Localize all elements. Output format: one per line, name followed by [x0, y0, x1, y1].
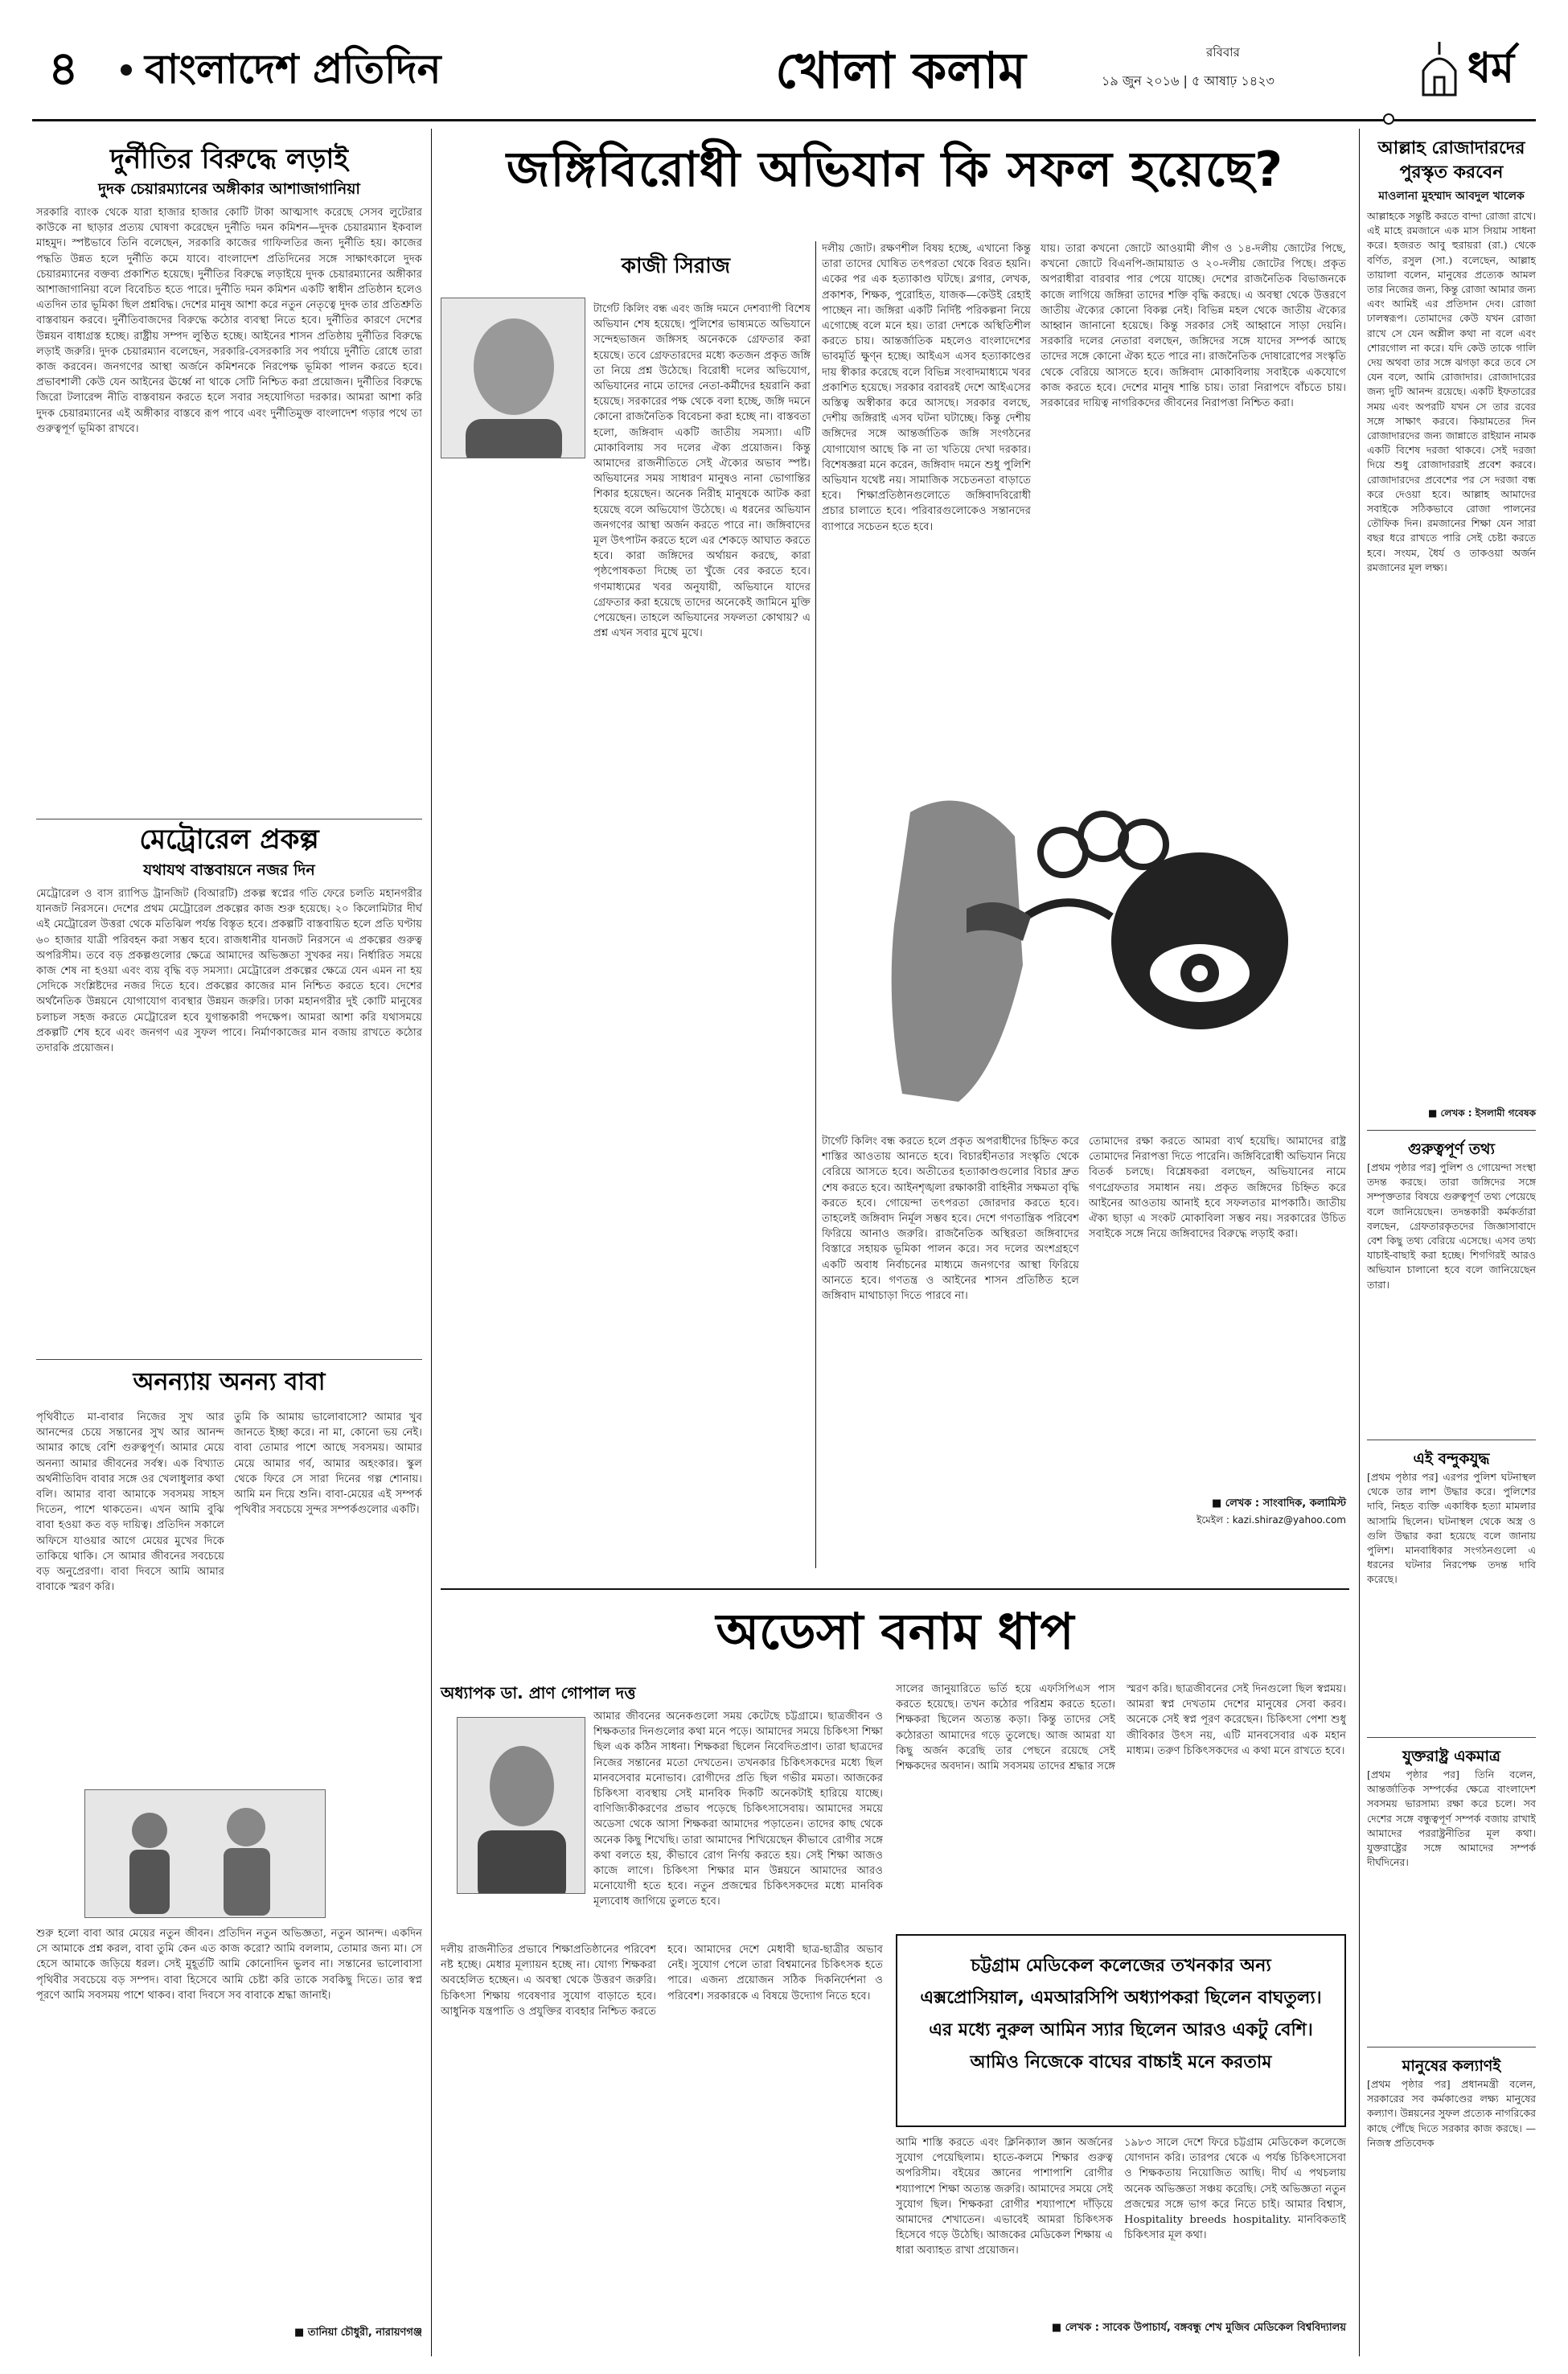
news-brief-2: [1367, 1448, 1536, 1719]
news-title: মানুষের কল্যাণই: [1402, 2057, 1501, 2075]
page-number: ৪: [48, 41, 79, 96]
divider: [1367, 1737, 1536, 1738]
news-title: যুক্তরাষ্ট্র একমাত্র: [1402, 1748, 1500, 1765]
odessa-article: [441, 1596, 1349, 2352]
bullet-icon: [121, 64, 132, 76]
militancy-col4: টার্গেট কিলিং বন্ধ করতে হলে প্রকৃত অপরাধীদের চিহ্নিত করে শাস্তির আওতায় আনতে হবে। বিচারহীনতার সংস্কৃতি থেকে বেরিয়ে আসতে হবে। অতীতের হত্যাকাণ্ডগুলোর বিচার দ্রুত শেষ করতে হবে। আইনশৃঙ্খলা রক্ষাকারী বাহিনীর সক্ষমতা বৃদ্ধি করতে হবে। গোয়েন্দা তৎপরতা জোরদার করতে হবে। তাহলেই জঙ্গিবাদ নির্মূল সম্ভব হবে। দেশে গণতান্ত্রিক পরিবেশ ফিরিয়ে আনাও জরুরি। রাজনৈতিক অস্থিরতা জঙ্গিবাদের বিস্তারে সহায়ক ভূমিকা পালন করে। সব দলের অংশগ্রহণে একটি অবাধ নির্বাচনের মাধ্যমে জনগণের আস্থা ফিরিয়ে আনতে হবে। গণতন্ত্র ও আইনের শাসন প্রতিষ্ঠিত হলে জঙ্গিবাদ মাথাচাড়া দিতে পারবে না।: [822, 1136, 1079, 1303]
father-photo: [84, 1789, 326, 1918]
militancy-col2: দলীয় জোট। রক্ষণশীল বিষয় হচ্ছে, এখানো কিন্তু তারা তাদের ঘোষিত তৎপরতা থেকে বিরত হয়নি। একের পর এক হত্যাকাণ্ড ঘটছে। ব্লগার, লেখক, প্রকাশক, শিক্ষক, পুরোহিত, যাজক—কেউই রেহাই পাচ্ছেন না। জঙ্গিরা একটি নির্দিষ্ট পরিকল্পনা নিয়ে এগোচ্ছে বলে মনে হয়। তারা দেশকে অস্থিতিশীল করতে চায়। আন্তর্জাতিক মহলেও বাংলাদেশের ভাবমূর্তি ক্ষুণ্ন হচ্ছে। আইএস এসব হত্যাকাণ্ডের দায় স্বীকার করেছে বলে বিভিন্ন সংবাদমাধ্যমে খবর প্রকাশিত হয়েছে। সরকার বরাবরই দেশে আইএসের অস্তিত্ব অস্বীকার করে আসছে। সরকার বলছে, দেশীয় জঙ্গিরাই এসব ঘটনা ঘটাচ্ছে। কিন্তু দেশীয় জঙ্গিদের সঙ্গে আন্তর্জাতিক জঙ্গি সংগঠনের যোগাযোগ আছে কি না তা খতিয়ে দেখা দরকার। বিশেষজ্ঞরা মনে করেন, জঙ্গিবাদ দমনে শুধু পুলিশি অভিযান যথেষ্ট নয়। সামাজিক সচেতনতা বাড়াতে হবে। শিক্ষাপ্রতিষ্ঠানগুলোতে জঙ্গিবাদবিরোধী প্রচার চালাতে হবে। পরিবারগুলোকেও সন্তানদের ব্যাপারে সচেতন হতে হবে।: [822, 243, 1031, 533]
militancy-col3: যায়। তারা কখনো জোটে আওয়ামী লীগ ও ১৪-দলীয় জোটের পিছে, কখনো জোটে বিএনপি-জামায়াত ও ২০-দলীয় জোটের পিছে। প্রকৃত অপরাধীরা বারবার পার পেয়ে যাচ্ছে। দেশের রাজনৈতিক বিভাজনকে কাজে লাগিয়ে জঙ্গিরা তাদের শক্তি বৃদ্ধি করছে। এ অবস্থা থেকে উত্তরণে জাতীয় ঐক্যের কোনো বিকল্প নেই। বিভিন্ন মহল থেকে জাতীয় ঐক্যের আহ্বান জানানো হয়েছে। কিন্তু সরকার সেই আহ্বানে সাড়া দেয়নি। সরকারি দলের নেতারা বলছেন, জঙ্গিদের সঙ্গে যাদের সম্পর্ক আছে তাদের সঙ্গে কোনো ঐক্য হতে পারে না। রাজনৈতিক দোষারোপের সংস্কৃতি থেকে বেরিয়ে আসতে হবে। জঙ্গিবাদ মোকাবিলায় সবাইকে একযোগে কাজ করতে হবে। দেশের মানুষ শান্তি চায়। তারা নিরাপদে বাঁচতে চায়। সরকারের দায়িত্ব নাগরিকদের জীবনের নিরাপত্তা নিশ্চিত করা।: [1041, 243, 1346, 410]
odessa-title: অডেসা বনাম ধাপ: [716, 1602, 1074, 1661]
metrorail-article: [36, 820, 422, 1353]
religion-label: ধর্ম: [1467, 44, 1515, 92]
father-body-c: শুরু হলো বাবা আর মেয়ের নতুন জীবন। প্রতিদিন নতুন অভিজ্ঞতা, নতুন আনন্দ। একদিন সে আমাকে প্রশ্ন করল, বাবা তুমি কেন এত কাজ করো? আমি বললাম, তোমার জন্য মা। সে হেসে আমাকে জড়িয়ে ধরল। সেই মুহূর্তটি আমি কোনোদিন ভুলব না। সন্তানের ভালোবাসা পৃথিবীর সবচেয়ে বড় সম্পদ। বাবা হিসেবে আমি চেষ্টা করি তাকে সবকিছু দিতে। তার স্বপ্ন পূরণে আমি সবসময় পাশে থাকব। বাবা দিবসে সব বাবাকে শ্রদ্ধা জানাই।: [36, 1928, 422, 2002]
col-rule: [815, 241, 816, 1568]
corruption-body: সরকারি ব্যাংক থেকে যারা হাজার হাজার কোটি টাকা আত্মসাৎ করেছে সেসব লুটেরার কাউকে না ছাড়ার প্রত্যয় ঘোষণা করেছেন দুর্নীতি দমন কমিশন—দুদক চেয়ারম্যান ইকবাল মাহমুদ। স্পষ্টভাবে তিনি বলেছেন, সরকারি কাজের গাফিলতির জন্য দুর্নীতি হয়। কাজের পদ্ধতি উন্নত হলে দুর্নীতি কমে যাবে। বাংলাদেশ প্রতিদিনের সঙ্গে সাক্ষাৎকালে দুদক চেয়ারম্যানের বক্তব্য প্রকাশিত হয়েছে। দুর্নীতির বিরুদ্ধে লড়াইয়ে দুদক চেয়ারম্যানের অঙ্গীকার আশাজাগানিয়া বলে বিবেচিত হতে পারে। দুর্নীতি দমন কমিশন একটি স্বাধীন প্রতিষ্ঠান হলেও এতদিন তার ভূমিকা ছিল প্রশ্নবিদ্ধ। দেশের মানুষ আশা করে নতুন নেতৃত্বে দুদক তার প্রতিশ্রুতি বাস্তবায়ন করবে। দুর্নীতিবাজদের বিরুদ্ধে কঠোর ব্যবস্থা নিতে হবে। দুর্নীতির কারণে দেশের উন্নয়ন বাধাগ্রস্ত হচ্ছে। রাষ্ট্রীয় সম্পদ লুণ্ঠিত হচ্ছে। আইনের শাসন প্রতিষ্ঠায় দুর্নীতির বিরুদ্ধে লড়াই জরুরি। দুদক চেয়ারম্যান বলেছেন, সরকারি-বেসরকারি সব পর্যায়ে দুর্নীতি রোধে তারা কাজ করবেন। জনগণের আস্থা অর্জনে কমিশনকে নিরপেক্ষ ভূমিকা পালন করতে হবে। প্রভাবশালী কেউ যেন আইনের ঊর্ধ্বে না থাকে সেটি নিশ্চিত করা প্রয়োজন। দুর্নীতির বিরুদ্ধে জিরো টলারেন্স নীতি বাস্তবায়ন করতে হলে সবার সহযোগিতা দরকার। আমরা আশা করি দুদক চেয়ারম্যানের এই অঙ্গীকার বাস্তবে রূপ পাবে এবং দুর্নীতিমুক্ত বাংলাদেশ গড়ার পথে তা গুরুত্বপূর্ণ ভূমিকা রাখবে।: [36, 207, 422, 435]
masthead: [32, 32, 1536, 121]
masthead-day: রবিবার: [1206, 45, 1240, 60]
father-author: ■ তানিয়া চৌধুরী, নারায়ণগঞ্জ: [294, 2327, 422, 2339]
left-column-rule: [431, 129, 432, 2356]
odessa-author-photo: [457, 1717, 585, 1894]
odessa-col4: আমি শাস্তি করতে এবং ক্লিনিক্যাল জ্ঞান অর্জনের সুযোগ পেয়েছিলাম। হাতে-কলমে শিক্ষার গুরুত্ব অপরিসীম। বইয়ের জ্ঞানের পাশাপাশি রোগীর শয্যাপাশে শিক্ষা অত্যন্ত জরুরি। আমাদের সময়ে সেই সুযোগ ছিল। শিক্ষকরা রোগীর শয্যাপাশে দাঁড়িয়ে আমাদের শেখাতেন। এভাবেই আমরা চিকিৎসক হিসেবে গড়ে উঠেছি। আজকের মেডিকেল শিক্ষায় এ ধারা অব্যাহত রাখা প্রয়োজন।: [896, 2137, 1113, 2257]
masthead-date: ১৯ জুন ২০১৬ | ৫ আষাঢ় ১৪২৩: [1102, 73, 1275, 88]
militancy-title: জঙ্গিবিরোধী অভিযান কি সফল হয়েছে?: [506, 142, 1284, 198]
news-title: গুরুত্বপূর্ণ তথ্য: [1407, 1140, 1495, 1158]
paper-name: বাংলাদেশ প্রতিদিন: [145, 46, 441, 92]
militancy-footer: ■ লেখক : সাংবাদিক, কলামিস্ট: [1211, 1497, 1346, 1509]
father-body-b: তুমি কি আমায় ভালোবাসো? আমার খুব জানতে ইচ্ছা করে। না মা, কোনো ভয় নেই। বাবা তোমার পাশে আছে সবসময়। আমার মেয়ে আমার গর্ব, আমার অহংকার। স্কুল থেকে ফিরে সে সারা দিনের গল্প শোনায়। আমি মন দিয়ে শুনি। বাবা-মেয়ের এই সম্পর্ক পৃথিবীর সবচেয়ে সুন্দর সম্পর্কগুলোর একটি।: [234, 1411, 422, 1517]
news-body: [প্রথম পৃষ্ঠার পর] পুলিশ ও গোয়েন্দা সংস্থা তদন্ত করছে। তারা জঙ্গিদের সঙ্গে সম্পৃক্ততার বিষয়ে গুরুত্বপূর্ণ তথ্য পেয়েছে বলে জানিয়েছেন। তদন্তকারী কর্মকর্তারা বলছেন, গ্রেফতারকৃতদের জিজ্ঞাসাবাদে বেশ কিছু তথ্য বেরিয়ে এসেছে। এসব তথ্য যাচাই-বাছাই করা হচ্ছে। শিগগিরই আরও অভিযান চালানো হবে বলে জানিয়েছেন তারা।: [1367, 1161, 1536, 1291]
news-brief-4: [1367, 2055, 1536, 2319]
section-title: খোলা কলাম: [775, 41, 1026, 100]
news-body: [প্রথম পৃষ্ঠার পর] তিনি বলেন, আন্তর্জাতিক সম্পর্কের ক্ষেত্রে বাংলাদেশ সবসময় ভারসাম্য রক্ষা করে চলে। সব দেশের সঙ্গে বন্ধুত্বপূর্ণ সম্পর্ক বজায় রাখাই আমাদের পররাষ্ট্রনীতির মূল কথা। যুক্তরাষ্ট্রের সঙ্গে আমাদের সম্পর্ক দীর্ঘদিনের।: [1367, 1768, 1536, 1869]
news-body: [প্রথম পৃষ্ঠার পর] প্রধানমন্ত্রী বলেন, সরকারের সব কর্মকাণ্ডের লক্ষ্য মানুষের কল্যাণ। উন্নয়নের সুফল প্রত্যেক নাগরিকের কাছে পৌঁছে দিতে সরকার কাজ করছে। —নিজস্ব প্রতিবেদক: [1367, 2078, 1536, 2149]
news-brief-3: [1367, 1745, 1536, 2033]
metrorail-body: মেট্রোরেল ও বাস র‌্যাপিড ট্রানজিট (বিআরটি) প্রকল্প স্বপ্নের গতি ফেরে চলতি মহানগরীর যানজট নিরসনে। দেশের প্রথম মেট্রোরেল প্রকল্পের কাজ শুরু হয়েছে। ২০ কিলোমিটার দীর্ঘ এই মেট্রোরেল উত্তরা থেকে মতিঝিল পর্যন্ত বিস্তৃত হবে। প্রকল্পটি বাস্তবায়িত হলে প্রতি ঘণ্টায় ৬০ হাজার যাত্রী পরিবহন করা সম্ভব হবে। রাজধানীর যানজট নিরসনে এ প্রকল্পের গুরুত্ব অপরিসীম। তবে বড় প্রকল্পগুলোর ক্ষেত্রে আমাদের অভিজ্ঞতা সুখকর নয়। নির্ধারিত সময়ে কাজ শেষ না হওয়া এবং ব্যয় বৃদ্ধি বড় সমস্যা। মেট্রোরেল প্রকল্পের ক্ষেত্রে যেন এমন না হয় সেদিকে সংশ্লিষ্টদের নজর দিতে হবে। প্রকল্পের কাজের মান নিশ্চিত করতে হবে। দেশের অর্থনৈতিক উন্নয়নে যোগাযোগ ব্যবস্থার উন্নয়ন জরুরি। ঢাকা মহানগরীর দুই কোটি মানুষের চলাচল সহজ করতে মেট্রোরেল হবে যুগান্তকারী পদক্ষেপ। আমরা আশা করি যথাসময়ে প্রকল্পটি শেষ হবে এবং জনগণ এর সুফল পাবে। নির্মাণকাজের মান বজায় রাখতে কঠোর তদারকি প্রয়োজন।: [36, 888, 422, 1055]
militancy-article: [441, 129, 1349, 1584]
masthead-rule: [32, 119, 1536, 121]
odessa-pullquote-box: [896, 1934, 1346, 2127]
religion-title: আল্লাহ রোজাদারদের পুরস্কৃত করবেন: [1377, 138, 1525, 183]
militancy-illustration: [822, 764, 1346, 1126]
religion-author: মাওলানা মুহম্মাদ আবদুল খালেক: [1378, 190, 1525, 203]
odessa-author: অধ্যাপক ডা. প্রাণ গোপাল দত্ত: [441, 1683, 636, 1702]
odessa-col5: ১৯৮৩ সালে দেশে ফিরে চট্টগ্রাম মেডিকেল কলেজে যোগদান করি। তারপর থেকে এ পর্যন্ত চিকিৎসাসেবা ও শিক্ষকতায় নিয়োজিত আছি। দীর্ঘ এ পথচলায় অনেক অভিজ্ঞতা সঞ্চয় করেছি। সেই অভিজ্ঞতা নতুন প্রজন্মের সঙ্গে ভাগ করে নিতে চাই। আমার বিশ্বাস, Hospitality breeds hospitality. মানবিকতাই চিকিৎসার মূল কথা।: [1124, 2137, 1346, 2242]
odessa-footer: ■ লেখক : সাবেক উপাচার্য, বঙ্গবন্ধু শেখ মুজিব মেডিকেল বিশ্ববিদ্যালয়: [1051, 2322, 1346, 2334]
militancy-email: ইমেইল : kazi.shiraz@yahoo.com: [1197, 1514, 1346, 1526]
father-title: অনন্যায় অনন্য বাবা: [133, 1368, 326, 1396]
news-body: [প্রথম পৃষ্ঠার পর] এরপর পুলিশ ঘটনাস্থল থেকে তার লাশ উদ্ধার করে। পুলিশের দাবি, নিহত ব্যক্তি একাধিক হত্যা মামলার আসামি ছিলেন। ঘটনাস্থল থেকে অস্ত্র ও গুলি উদ্ধার করা হয়েছে বলে জানায় পুলিশ। মানবাধিকার সংগঠনগুলো এ ধরনের ঘটনার নিরপেক্ষ তদন্ত দাবি করেছে।: [1367, 1471, 1536, 1586]
militancy-col5: তোমাদের রক্ষা করতে আমরা ব্যর্থ হয়েছি। আমাদের রাষ্ট্র তোমাদের নিরাপত্তা দিতে পারেনি। জঙ্গিবিরোধী অভিযান নিয়ে বিতর্ক চলছে। বিশ্লেষকরা বলছেন, অভিযানের নামে গণগ্রেফতার সমাধান নয়। প্রকৃত জঙ্গিদের চিহ্নিত করে আইনের আওতায় আনাই হবে সফলতার মাপকাঠি। জাতীয় ঐক্য ছাড়া এ সংকট মোকাবিলা সম্ভব নয়। সরকারের উচিত সবাইকে সঙ্গে নিয়ে জঙ্গিবাদের বিরুদ্ধে লড়াই করা।: [1089, 1136, 1346, 1241]
odessa-col1: আমার জীবনের অনেকগুলো সময় কেটেছে চট্টগ্রামে। ছাত্রজীবন ও শিক্ষকতার দিনগুলোর কথা মনে পড়ে। আমাদের সময়ে চিকিৎসা শিক্ষা ছিল এক কঠিন সাধনা। শিক্ষকরা ছিলেন নিবেদিতপ্রাণ। তারা ছাত্রদের নিজের সন্তানের মতো দেখতেন। তখনকার চিকিৎসকদের মধ্যে ছিল মানবসেবার মনোভাব। রোগীদের প্রতি ছিল গভীর মমতা। আজকের চিকিৎসা ব্যবস্থায় সেই মানবিক দিকটি অনেকটাই হারিয়ে যাচ্ছে। বাণিজ্যিকীকরণের প্রভাব পড়েছে চিকিৎসাসেবায়। আমাদের সময়ে অডেসা থেকে আসা শিক্ষকরা আমাদের পড়াতেন। তাদের কাছ থেকে অনেক কিছু শিখেছি। তারা আমাদের শিখিয়েছেন কীভাবে রোগীর সঙ্গে কথা বলতে হয়, কীভাবে রোগ নির্ণয় করতে হয়। সেই শিক্ষা আজও কাজে লাগে। চিকিৎসা শিক্ষার মান উন্নয়নে আমাদের আরও মনোযোগী হতে হবে। নতুন প্রজন্মের চিকিৎসকদের মধ্যে মানবিক মূল্যবোধ জাগিয়ে তুলতে হবে।: [593, 1711, 883, 1908]
section-divider: [441, 1588, 1349, 1590]
corruption-title: দুর্নীতির বিরুদ্ধে লড়াই: [110, 143, 348, 175]
divider: [1367, 1130, 1536, 1131]
news-title: এই বন্দুকযুদ্ধ: [1413, 1450, 1490, 1468]
religion-footer: ■ লেখক : ইসলামী গবেষক: [1428, 1107, 1536, 1119]
masthead-rule-dot: [1383, 113, 1394, 125]
metrorail-title: মেট্রোরেল প্রকল্প: [139, 824, 319, 856]
militancy-col1: টার্গেট কিলিং বন্ধ এবং জঙ্গি দমনে দেশব্যাপী বিশেষ অভিযান শেষ হয়েছে। পুলিশের ভাষ্যমতে অভিযানে সন্দেহভাজন জঙ্গিসহ অনেককে গ্রেফতার করা হয়েছে। তবে গ্রেফতারদের মধ্যে কতজন প্রকৃত জঙ্গি তা নিয়ে প্রশ্ন উঠেছে। বিরোধী দলের অভিযোগ, অভিযানের নামে তাদের নেতা-কর্মীদের হয়রানি করা হয়েছে। সরকারের পক্ষ থেকে বলা হচ্ছে, জঙ্গি দমনে কোনো রাজনৈতিক বিবেচনা করা হচ্ছে না। বাস্তবতা হলো, জঙ্গিবাদ একটি জাতীয় সমস্যা। এটি মোকাবিলায় সব দলের ঐক্য প্রয়োজন। কিন্তু আমাদের রাজনীতিতে সেই ঐক্যের অভাব স্পষ্ট। অভিযানের সময় সাধারণ মানুষও নানা ভোগান্তির শিকার হয়েছেন। অনেক নিরীহ মানুষকে আটক করা হয়েছে বলে অভিযোগ উঠেছে। এ ধরনের অভিযান জনগণের আস্থা অর্জন করতে পারে না। জঙ্গিবাদের মূল উৎপাটন করতে হলে এর শেকড়ে আঘাত করতে হবে। কারা জঙ্গিদের অর্থায়ন করছে, কারা পৃষ্ঠপোষকতা দিচ্ছে তা খুঁজে বের করতে হবে। গণমাধ্যমের খবর অনুযায়ী, অভিযানে যাদের গ্রেফতার করা হয়েছে তাদের অনেকেই জামিনে মুক্তি পেয়েছেন। তাহলে অভিযানের সফলতা কোথায়? এ প্রশ্ন এখন সবার মুখে মুখে।: [593, 303, 811, 640]
militancy-author-photo: [441, 298, 585, 458]
father-article: [36, 1363, 422, 2352]
militancy-author: কাজী সিরাজ: [621, 254, 730, 278]
corruption-subtitle: দুদক চেয়ারম্যানের অঙ্গীকার আশাজাগানিয়া: [98, 180, 360, 198]
metrorail-subtitle: যথাযথ বাস্তবায়নে নজর দিন: [143, 861, 315, 879]
divider: [36, 1359, 422, 1360]
odessa-col3: সালের জানুয়ারিতে ভর্তি হয়ে এফসিপিএস পাস করতে হয়েছে। তখন কঠোর পরিশ্রম করতে হতো। শিক্ষকরা ছিলেন অত্যন্ত কড়া। কিন্তু তাদের সেই কঠোরতা আমাদের গড়ে তুলেছে। আজ আমরা যা কিছু অর্জন করেছি তার পেছনে রয়েছে সেই শিক্ষকদের অবদান। আমি সবসময় তাদের শ্রদ্ধার সঙ্গে স্মরণ করি। ছাত্রজীবনের সেই দিনগুলো ছিল স্বপ্নময়। আমরা স্বপ্ন দেখতাম দেশের মানুষের সেবা করব। অনেকে সেই স্বপ্ন পূরণ করেছেন। চিকিৎসা পেশা শুধু জীবিকার উৎস নয়, এটি মানবসেবার এক মহান মাধ্যম। তরুণ চিকিৎসকদের এ কথা মনে রাখতে হবে।: [896, 1683, 1346, 1773]
religion-body: আল্লাহকে সন্তুষ্টি করতে বান্দা রোজা রাখে। এই মাহে রমজানে এক মাস সিয়াম সাধনা করে। হজরত আবু হুরায়রা (রা.) থেকে বর্ণিত, রসুল (সা.) বলেছেন, আল্লাহ তায়ালা বলেন, মানুষের প্রত্যেক আমল তার নিজের জন্য, কিন্তু রোজা আমার জন্য এবং আমিই এর প্রতিদান দেব। রোজা ঢালস্বরূপ। তোমাদের কেউ যখন রোজা রাখে সে যেন অশ্লীল কথা না বলে এবং শোরগোল না করে। যদি কেউ তাকে গালি দেয় অথবা তার সঙ্গে ঝগড়া করে তবে সে যেন বলে, আমি রোজাদার। রোজাদারের জন্য দুটি আনন্দ রয়েছে। একটি ইফতারের সময় এবং অপরটি যখন সে তার রবের সঙ্গে সাক্ষাৎ করবে। কিয়ামতের দিন রোজাদারদের জন্য জান্নাতে রাইয়ান নামক একটি বিশেষ দরজা থাকবে। সেই দরজা দিয়ে শুধু রোজাদাররাই প্রবেশ করবে। রোজাদারদের প্রবেশের পর সে দরজা বন্ধ করে দেওয়া হবে। আল্লাহ আমাদের সবাইকে সঠিকভাবে রোজা পালনের তৌফিক দিন। রমজানের শিক্ষা যেন সারা বছর ধরে রাখতে পারি সেই চেষ্টা করতে হবে। সংযম, ধৈর্য ও তাকওয়া অর্জন রমজানের মূল লক্ষ্য।: [1367, 210, 1536, 573]
odessa-col2: দলীয় রাজনীতির প্রভাবে শিক্ষাপ্রতিষ্ঠানের পরিবেশ নষ্ট হচ্ছে। মেধার মূল্যায়ন হচ্ছে না। যোগ্য শিক্ষকরা অবহেলিত হচ্ছেন। এ অবস্থা থেকে উত্তরণ জরুরি। চিকিৎসা শিক্ষায় গবেষণার সুযোগ বাড়াতে হবে। আধুনিক যন্ত্রপাতি ও প্রযুক্তির ব্যবহার নিশ্চিত করতে হবে। আমাদের দেশে মেধাবী ছাত্র-ছাত্রীর অভাব নেই। সুযোগ পেলে তারা বিশ্বমানের চিকিৎসক হতে পারে। এজন্য প্রয়োজন সঠিক দিকনির্দেশনা ও পরিবেশ। সরকারকে এ বিষয়ে উদ্যোগ নিতে হবে।: [441, 1944, 883, 2018]
father-body-a: পৃথিবীতে মা-বাবার নিজের সুখ আর আনন্দের চেয়ে সন্তানের সুখ আর আনন্দ আমার কাছে বেশি গুরুত্বপূর্ণ। আমার মেয়ে অনন্যা আমার জীবনের সর্বস্ব। এক বিখ্যাত অর্থনীতিবিদ বাবার সঙ্গে ওর খেলাধুলার কথা বলি। আমার বাবা আমাকে সবসময় সাহস দিতেন, পাশে থাকতেন। এখন আমি বুঝি বাবা হওয়া কত বড় দায়িত্ব। প্রতিদিন সকালে অফিসে যাওয়ার আগে মেয়ের মুখের দিকে তাকিয়ে থাকি। সে আমার জীবনের সবচেয়ে বড় অনুপ্রেরণা। বাবা দিবসে আমি আমার বাবাকে স্মরণ করি।: [36, 1411, 224, 1594]
mosque-icon: [1415, 39, 1463, 103]
news-brief-1: [1367, 1138, 1536, 1426]
religion-article: [1367, 137, 1536, 1126]
right-column-rule: [1359, 129, 1360, 2356]
corruption-article: [36, 141, 422, 736]
odessa-pullquote: চট্টগ্রাম মেডিকেল কলেজের তখনকার অন্য এক্সপ্রোসিয়াল, এমআরসিপি অধ্যাপকরা ছিলেন বাঘতুল্য। এর মধ্যে নুরুল আমিন স্যার ছিলেন আরও একটু বেশি। আমিও নিজেকে বাঘের বাচ্চাই মনে করতাম: [920, 1956, 1322, 2072]
